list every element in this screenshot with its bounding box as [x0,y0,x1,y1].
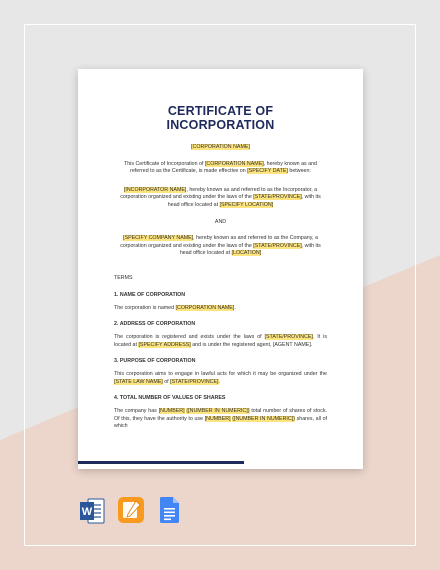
section-3-body: This corporation aims to engage in lawful acts for which it may be organized under the [STATE LAW NAME] of [STATE/PROVINCE]. [114,371,327,385]
document-page [78,69,363,469]
and-separator: AND [214,219,227,226]
section-1-body: The corporation is named [CORPORATION NAME]. [114,305,236,312]
svg-text:W: W [81,506,93,518]
section-2-heading: 2. ADDRESS OF CORPORATION [114,321,196,328]
pages-icon[interactable] [118,497,144,523]
file-format-icons [0,497,440,527]
terms-label: TERMS [114,274,133,281]
section-1-heading: 1. NAME OF CORPORATION [114,292,186,299]
corporation-name-placeholder: [CORPORATION NAME] [191,144,250,150]
word-icon[interactable] [79,497,105,525]
section-3-heading: 3. PURPOSE OF CORPORATION [114,358,196,365]
section-4-body: The company has [NUMBER] ([NUMBER IN NUMERIC]) total number of shares of stock. Of this, they have the authority to use [NUMBER] ([NUMBER IN NUMERIC]) shares, all of which [114,408,328,429]
intro-paragraph: This Certificate of Incorporation of [CORPORATION NAME], hereby known as and referred to as the Certificate, is made effective on [SPECIFY DATE] between: [123,161,318,175]
section-2-body: The corporation is registered and exists under the laws of [STATE/PROVINCE]. It is located at [SPECIFY ADDRESS] and is under the registered agent, [AGENT NAME]. [114,334,327,348]
page-bottom-bar [78,461,244,464]
google-docs-icon[interactable] [160,497,179,523]
document-title: CERTIFICATE OF INCORPORATION [166,104,275,132]
incorporator-paragraph: [INCORPORATOR NAME], hereby known as and referred to as the Incorporator, a corporation organized and existing under the laws of the [STATE/PROVINCE], with its head office located at [SPECIFY LOCATION] [120,186,321,208]
company-paragraph: [SPECIFY COMPANY NAME], hereby known as and referred to as the Company, a corporation organized and existing under the laws of the [STATE/PROVINCE], with its head office located at [LOCATION] [120,235,321,257]
section-4-heading: 4. TOTAL NUMBER OF VALUES OF SHARES [114,395,226,402]
